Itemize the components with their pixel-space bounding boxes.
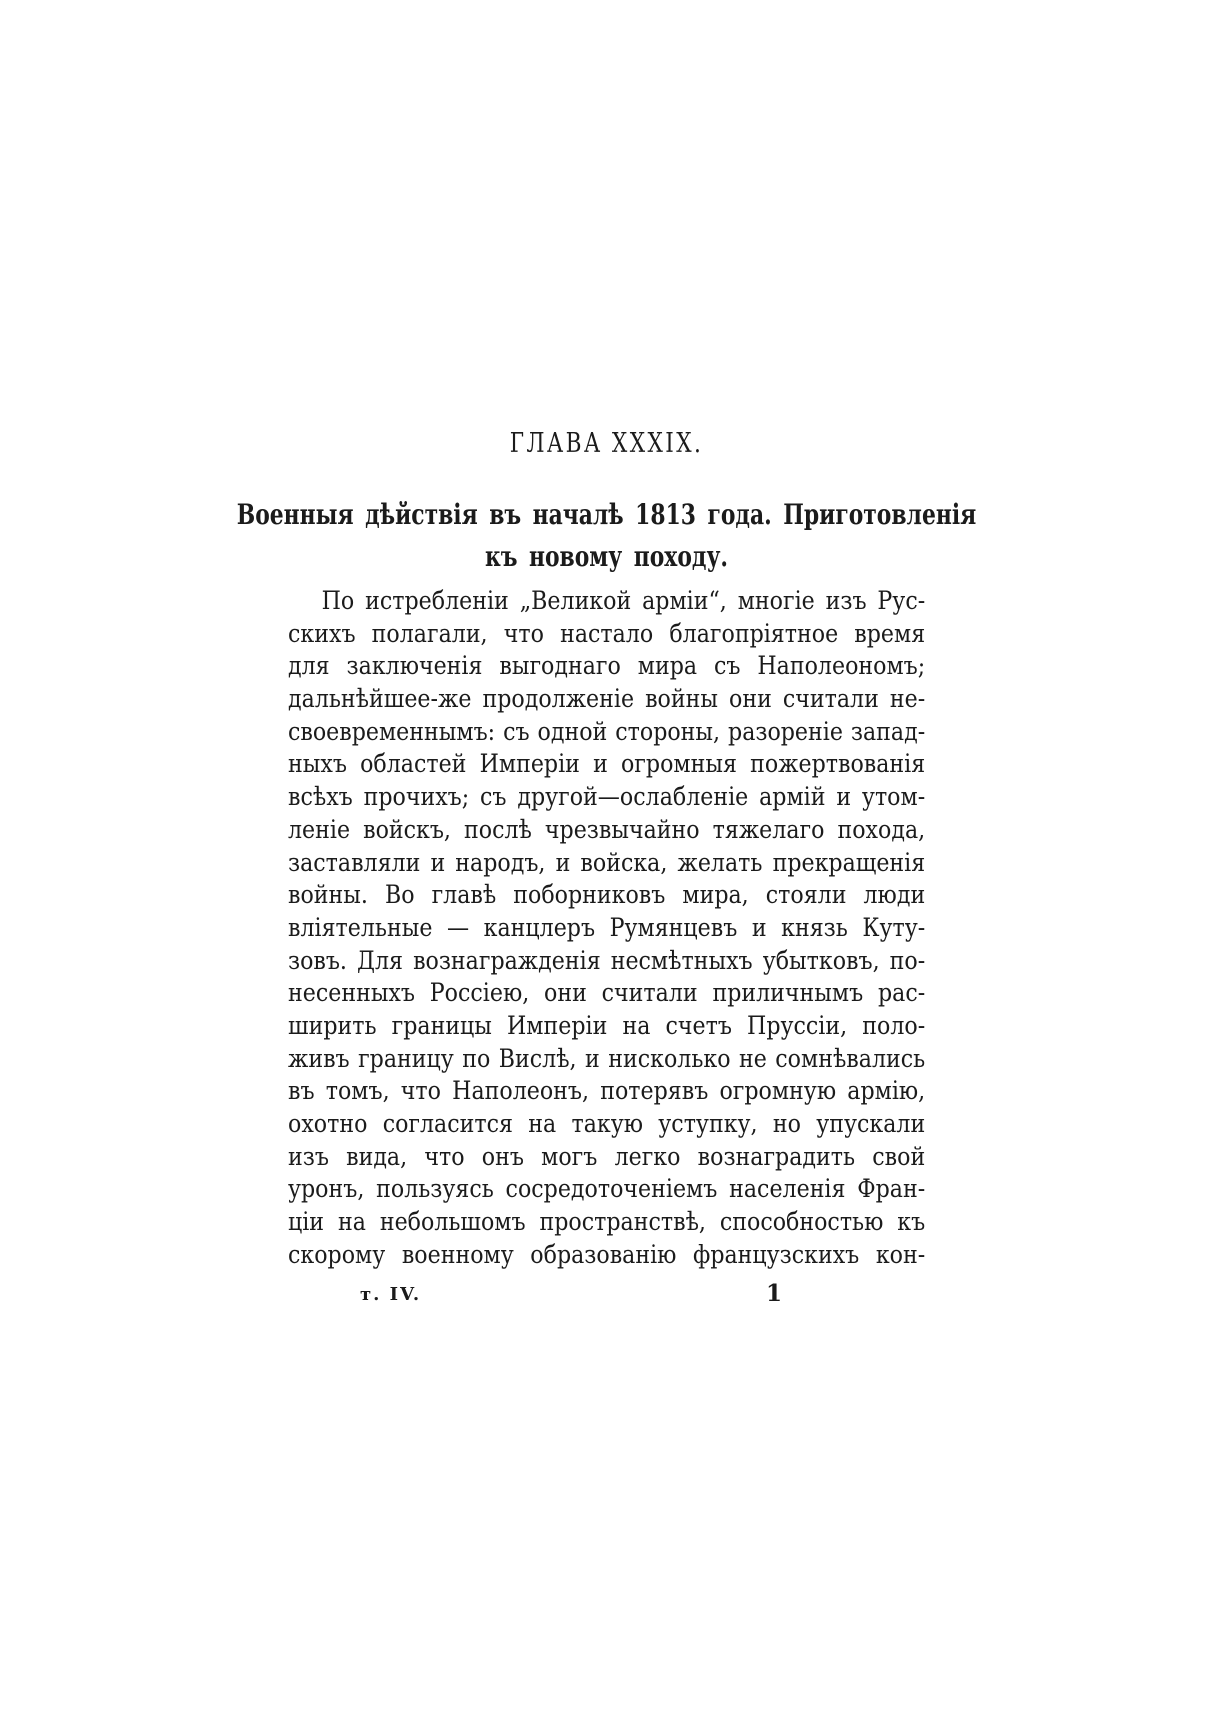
text-line: войны. Во главѣ поборниковъ мира, стояли люди — [288, 880, 926, 910]
text-line: живъ границу по Вислѣ, и нисколько не сомнѣвались — [288, 1043, 926, 1073]
page-footer — [0, 1280, 1213, 1308]
text-line: заставляли и народъ, и войска, желать прекращенія — [288, 847, 926, 877]
text-line: ныхъ областей Имперіи и огромныя пожертвованія — [288, 749, 926, 779]
text-line: леніе войскъ, послѣ чрезвычайно тяжелаго похода, — [288, 814, 926, 844]
page-number: 1 — [766, 1280, 783, 1307]
chapter-title — [133, 494, 1079, 578]
text-line: несенныхъ Россіею, они считали приличнымъ рас- — [288, 978, 926, 1008]
text-line: дальнѣйшее-же продолженіе войны они считали не- — [288, 684, 926, 714]
text-line: зовъ. Для вознагражденія несмѣтныхъ убытковъ, по- — [288, 945, 926, 975]
text-line: всѣхъ прочихъ; съ другой—ослабленіе армій и утом- — [288, 782, 926, 812]
text-line: вліятельные — канцлеръ Румянцевъ и князь Куту- — [288, 912, 926, 942]
chapter-title-line-1: Военныя дѣйствія въ началѣ 1813 года. Приготовленія — [236, 498, 977, 531]
text-line: изъ вида, что онъ могъ легко вознаградить свой — [288, 1141, 926, 1171]
text-line: для заключенія выгоднаго мира съ Наполеономъ; — [288, 651, 926, 681]
text-line: скихъ полагали, что настало благопріятное время — [288, 618, 926, 648]
volume-mark: т. IV. — [360, 1284, 422, 1305]
text-line: ціи на небольшомъ пространствѣ, способностью къ — [288, 1207, 926, 1237]
text-line: ширить границы Имперіи на счетъ Пруссіи, поло- — [288, 1010, 926, 1040]
text-line: охотно согласится на такую уступку, но упускали — [288, 1109, 926, 1138]
text-line: своевременнымъ: съ одной стороны, разореніе запад- — [288, 716, 926, 746]
text-line: въ томъ, что Наполеонъ, потерявъ огромную армію, — [288, 1076, 926, 1106]
body-paragraph — [288, 585, 925, 1271]
chapter-heading: ГЛАВА XXXIX. — [509, 428, 704, 459]
text-line: уронъ, пользуясь сосредоточеніемъ населенія Фран- — [288, 1174, 926, 1204]
chapter-title-line-2: къ новому походу. — [484, 540, 729, 573]
text-line: По истребленіи „Великой арміи“, многіе изъ Рус- — [321, 586, 926, 615]
text-line: скорому военному образованію французскихъ кон- — [288, 1239, 926, 1269]
